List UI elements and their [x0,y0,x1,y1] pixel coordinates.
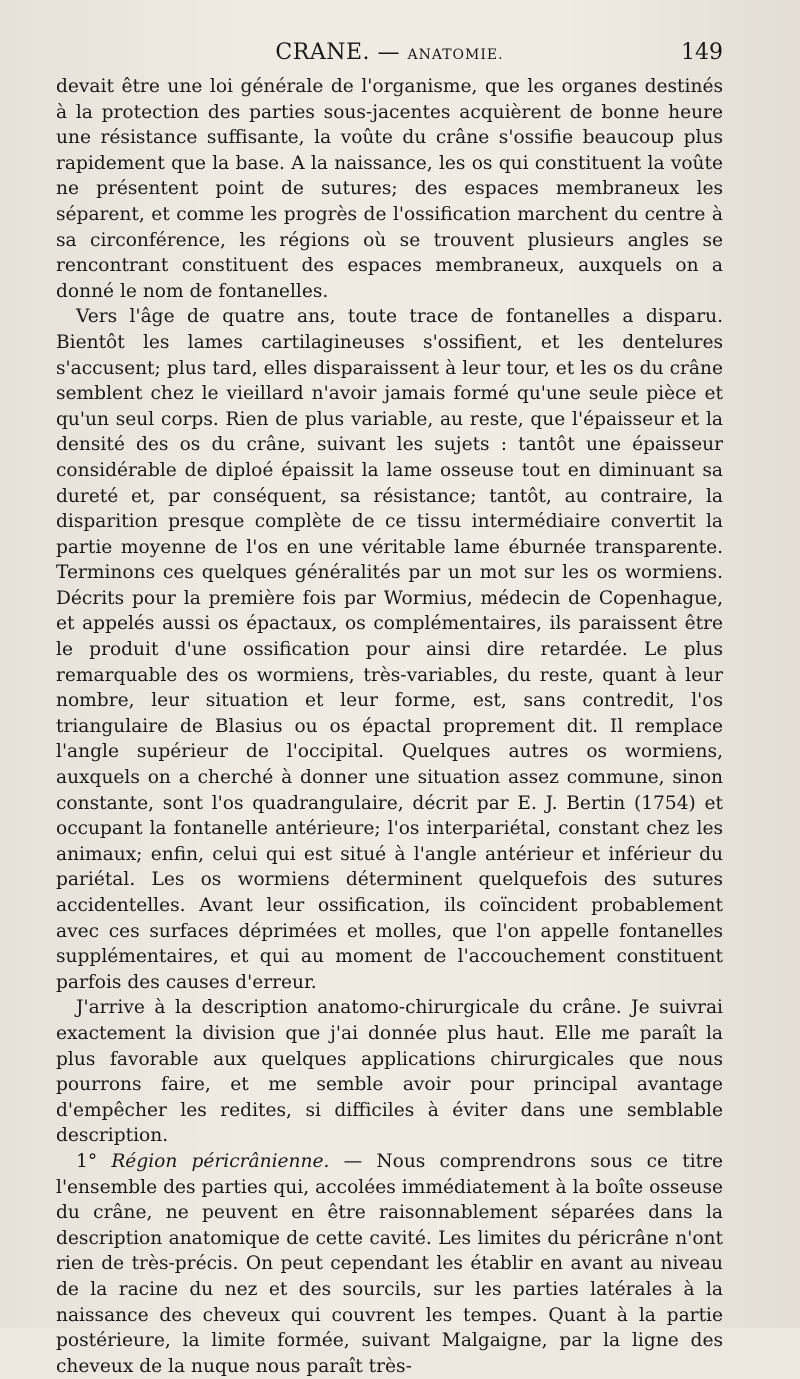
header-title: CRANE. [275,40,371,65]
paragraph-4-text: — Nous comprendrons sous ce titre l'ensemble des parties qui, accolées immédiatement à la boîte osseuse du crâne, ne peuvent en être raisonnablement séparées dans la description anatomique de cette cavité. Les limites du péricrâne n'ont rien de très-précis. On peut cependant les établir en avant au niveau de la racine du nez et des sourcils, sur les parties latérales à la naissance des cheveux qui couvrent les tempes. Quant à la partie postérieure, la limite formée, suivant Malgaigne, par la ligne des cheveux de la nuque nous paraît très- [56,1150,723,1377]
paragraph-4 [56,1149,723,1379]
header-separator: — [377,40,401,65]
paragraph-1: devait être une loi générale de l'organisme, que les organes destinés à la protection des parties sous-jacentes acquièrent de bonne heure une résistance suffisante, la voûte du crâne s'ossifie beaucoup plus rapidement que la base. A la naissance, les os qui constituent la voûte ne présentent point de sutures; des espaces membraneux les séparent, et comme les progrès de l'ossification marchent du centre à sa circonférence, les régions où se trouvent plusieurs angles se rencontrant constituent des espaces membraneux, auxquels on a donné le nom de fontanelles. [56,76,723,302]
page-number: 149 [681,40,723,65]
section-number: 1° [76,1150,112,1172]
text-body [56,74,723,1379]
paragraph-2: Vers l'âge de quatre ans, toute trace de fontanelles a disparu. Bientôt les lames cartilagineuses s'ossifient, et les dentelures s'accusent; plus tard, elles disparaissent à leur tour, et les os du crâne semblent chez le vieillard n'avoir jamais formé qu'une seule pièce et qu'un seul corps. Rien de plus variable, au reste, que l'épaisseur et la densité des os du crâne, suivant les sujets : tantôt une épaisseur considérable de diploé épaissit la lame osseuse tout en diminuant sa dureté et, par conséquent, sa résistance; tantôt, au contraire, la disparition presque complète de ce tissu intermédiaire convertit la partie moyenne de l'os en une véritable lame éburnée transparente. Terminons ces quelques généralités par un mot sur les os wormiens. Décrits pour la première fois par Wormius, médecin de Copenhague, et appelés aussi os épactaux, os complémentaires, ils paraissent être le produit d'une ossification pour ainsi dire retardée. Le plus remarquable des os wormiens, très-variables, du reste, quant à leur nombre, leur situation et leur forme, est, sans contredit, l'os triangulaire de Blasius ou os épactal proprement dit. Il remplace l'angle supérieur de l'occipital. Quelques autres os wormiens, auxquels on a cherché à donner une situation assez commune, sinon constante, sont l'os quadrangulaire, décrit par E. J. Bertin (1754) et occupant la fontanelle antérieure; l'os interpariétal, constant chez les animaux; enfin, celui qui est situé à l'angle antérieur et inférieur du pariétal. Les os wormiens déterminent quelquefois des sutures accidentelles. Avant leur ossification, ils coïncident probablement avec ces surfaces déprimées et molles, que l'on appelle fontanelles supplémentaires, et qui au moment de l'accouchement constituent parfois des causes d'erreur. [56,306,723,993]
running-title [56,40,723,65]
paragraph-3: J'arrive à la description anatomo-chirurgicale du crâne. Je suivrai exactement la division que j'ai donnée plus haut. Elle me paraît la plus favorable aux quelques applications chirurgicales que nous pourrons faire, et me semble avoir pour principal avantage d'empêcher les redites, si difficiles à éviter dans une semblable description. [56,997,723,1147]
header-section: ANATOMIE. [407,47,504,63]
running-header [56,40,723,72]
section-heading: Région péricrânienne. [111,1150,330,1172]
